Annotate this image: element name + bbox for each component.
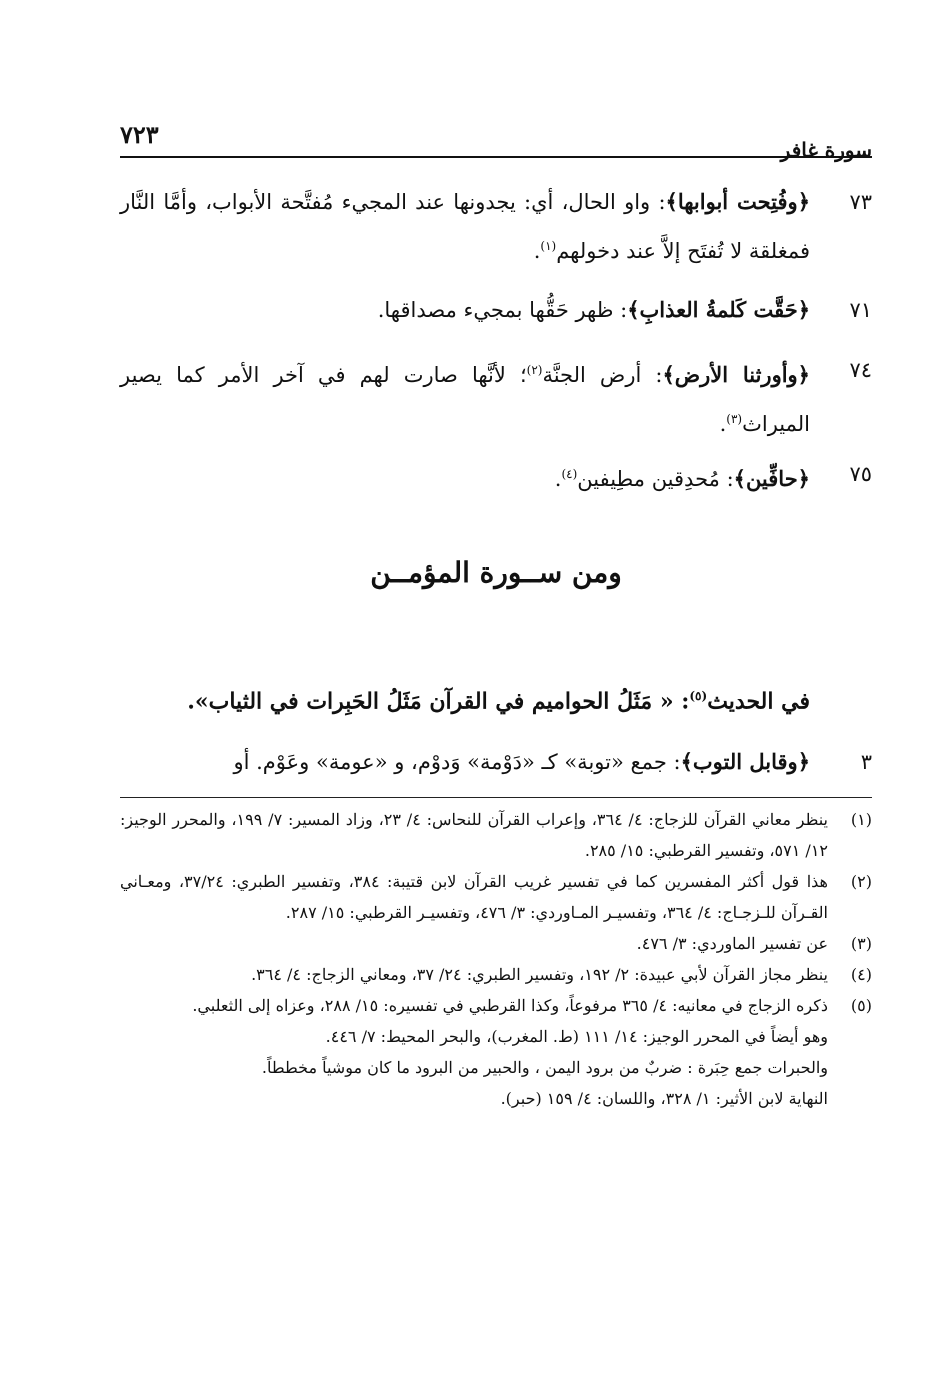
verse-commentary: ﴿وأورثنا الأرض﴾: أرض الجنَّة$^{(٢)}$؛ لأنَّها صارت لهم في آخر الأمر كما يصير الميراث$^{(٣)}$.: [120, 362, 810, 436]
footnote-ref: (٣): [726, 412, 743, 426]
verse-entry-71: [120, 288, 872, 332]
verse-quote: ﴿وفُتِحت أبوابها﴾: [665, 189, 810, 214]
footnote-number: (٤): [850, 965, 872, 984]
verse-entry-74: [120, 348, 872, 446]
verse-quote: ﴿حافِّين﴾: [733, 466, 810, 491]
footnotes: [120, 804, 872, 1114]
footnote-ref: (٢): [526, 363, 543, 377]
verse-number: ٧١: [849, 298, 872, 322]
running-head-surah: سورة غافر: [780, 138, 872, 162]
verse-entry-75: [120, 452, 872, 501]
footnote-continuation: النهاية لابن الأثير: ١/ ٣٢٨، واللسان: ٤/ ١٥٩ (حبر).: [500, 1089, 828, 1108]
footnote-number: (٥): [850, 996, 872, 1015]
footnote-rule: [120, 797, 872, 798]
footnote-number: (٣): [850, 934, 872, 953]
verse-entry-3: [120, 740, 872, 784]
footnote-text: ينظر مجاز القرآن لأبي عبيدة: ٢/ ١٩٢، وتفسير الطبري: ٢٤/ ٣٧، ومعاني الزجاج: ٤/ ٣٦٤.: [251, 965, 828, 984]
verse-quote: ﴿وأورثنا الأرض﴾: [662, 362, 810, 387]
commentary-text: : واو الحال، أي: يجدونها عند المجيء مُفتَّحة الأبواب، وأمَّا النَّار فمغلقة لا تُفتَح إلاَّ عند دخولهم: [120, 190, 810, 263]
footnote-continuation: وهو أيضاً في المحرر الوجيز: ١٤/ ١١١ (ط. المغرب)، والبحر المحيط: ٧/ ٤٤٦.: [325, 1027, 828, 1046]
footnote: [120, 804, 872, 866]
footnote: [120, 866, 872, 928]
header-rule: [120, 156, 872, 158]
verse-quote: ﴿وقابل التوب﴾: [680, 749, 810, 774]
footnote-continuation: والحبرات جمع حِبَرة : ضربٌ من برود اليمن ، والحبير من البرود ما كان موشياً مخططاً.: [261, 1058, 828, 1077]
footnote-text: ذكره الزجاج في معانيه: ٤/ ٣٦٥ مرفوعاً، وكذا القرطبي في تفسيره: ١٥/ ٢٨٨، وعزاه إلى الثعلبي.: [192, 996, 828, 1015]
verse-commentary: [120, 288, 810, 332]
verse-commentary: ﴿وفُتِحت أبوابها﴾: واو الحال، أي: يجدونها عند المجيء مُفتَّحة الأبواب، وأمَّا النَّار فمغلقة لا تُفتَح إلاَّ عند دخولهم$^{(١)}$.: [120, 189, 810, 263]
footnote: [120, 990, 872, 1021]
verse-commentary: ﴿حافِّين﴾: مُحدِقين مطِيفين$^{(٤)}$.: [554, 466, 810, 491]
footnote-text: هذا قول أكثر المفسرين كما في تفسير غريب القرآن لابن قتيبة: ٣٨٤، وتفسير الطبري: ٣٧/٢٤، ومعـاني القـرآن للـزجـاج: ٤/ ٣٦٤، وتفسيـر المـاوردي: ٣/ ٤٧٦، وتفسيـر القرطبي: ١٥/ ٢٨٧.: [120, 872, 828, 922]
footnote-number: (٢): [850, 872, 872, 891]
footnote-text: ينظر معاني القرآن للزجاج: ٤/ ٣٦٤، وإعراب القرآن للنحاس: ٤/ ٢٣، وزاد المسير: ٧/ ١٩٩، والمحرر الوجيز: ١٢/ ٥٧١، وتفسير القرطبي: ١٥/ ٢٨٥.: [120, 810, 828, 860]
commentary-text: : مُحدِقين مطِيفين: [577, 467, 734, 491]
verse-number: ٧٤: [849, 358, 872, 382]
footnote: [120, 959, 872, 990]
footnote-ref: (١): [540, 239, 557, 253]
surah-heading: ومن ســورة المؤمــن: [370, 556, 622, 589]
verse-entry-73: [120, 180, 872, 273]
hadith-line: في الحديث$^{(٥)}$: « مَثَلُ الحواميم في القرآن مَثَلُ الحَبِرات في الثياب».: [187, 688, 810, 715]
verse-quote: ﴿حَقَّت كَلمةُ العذابِ﴾: [627, 297, 810, 322]
footnote-number: (١): [850, 810, 872, 829]
verse-number: ٧٥: [849, 462, 872, 486]
footnote-ref: (٥): [689, 689, 708, 703]
commentary-text: : أرض الجنَّة: [542, 363, 663, 387]
footnote: [120, 928, 872, 959]
commentary-text: : جمع «توبة» كـ «دَوْمة» وَدوْم، و «عومة» وعَوْم. أو: [233, 750, 681, 774]
page-number: ٧٢٣: [120, 120, 159, 149]
verse-commentary: [120, 740, 810, 784]
commentary-text: : ظهر حَقُّها بمجيء مصداقها.: [377, 298, 628, 322]
footnote-text: عن تفسير الماوردي: ٣/ ٤٧٦.: [636, 934, 828, 953]
commentary-text: ؛ لأنَّها صارت لهم في آخر الأمر كما يصير الميراث: [120, 363, 810, 436]
verse-number: ٧٣: [849, 190, 872, 214]
footnote-ref: (٤): [561, 467, 578, 481]
verse-number: ٣: [860, 750, 872, 774]
